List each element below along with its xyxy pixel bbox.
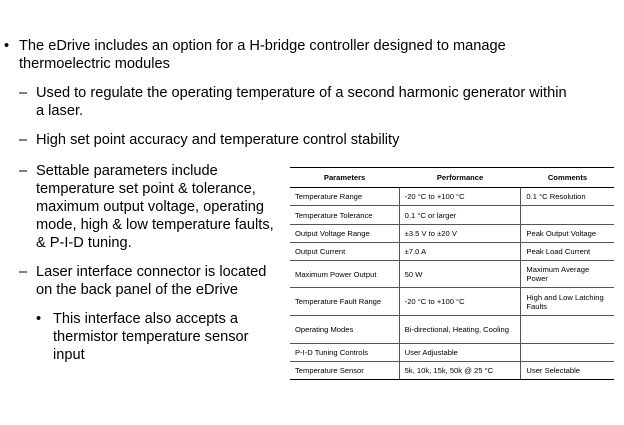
table-row	[290, 344, 614, 362]
cell-parameter: Output Current	[290, 243, 399, 261]
table-row	[290, 225, 614, 243]
cell-performance: -20 °C to +100 °C	[399, 188, 521, 206]
cell-comment: High and Low Latching Faults	[521, 288, 614, 316]
cell-parameter: Temperature Sensor	[290, 362, 399, 380]
cell-parameter: P-I-D Tuning Controls	[290, 344, 399, 362]
sub-bullet-4-dash: –	[19, 264, 28, 280]
header-parameters: Parameters	[290, 168, 399, 188]
sub-bullet-2-dash: –	[19, 132, 28, 148]
main-bullet: •	[4, 38, 10, 54]
specifications-table	[290, 167, 614, 380]
cell-comment: Maximum Average Power	[521, 261, 614, 288]
cell-comment	[521, 206, 614, 225]
cell-performance: User Adjustable	[399, 344, 521, 362]
table-row	[290, 261, 614, 288]
cell-parameter: Temperature Range	[290, 188, 399, 206]
table-row	[290, 362, 614, 380]
sub-bullet-3-line-5: & P-I-D tuning.	[36, 235, 132, 251]
header-performance: Performance	[399, 168, 521, 188]
nested-bullet-line-1: This interface also accepts a	[53, 311, 238, 327]
sub-bullet-1-line-1: Used to regulate the operating temperature of a second harmonic generator within	[36, 85, 567, 101]
main-text-line-2: thermoelectric modules	[19, 56, 170, 72]
header-comments: Comments	[521, 168, 614, 188]
nested-bullet-line-3: input	[53, 347, 85, 363]
cell-comment: 0.1 °C Resolution	[521, 188, 614, 206]
cell-performance: Bi-directional, Heating, Cooling	[399, 316, 521, 344]
cell-comment	[521, 316, 614, 344]
cell-comment	[521, 344, 614, 362]
sub-bullet-3-line-4: mode, high & low temperature faults,	[36, 217, 274, 233]
cell-performance: 50 W	[399, 261, 521, 288]
table-row	[290, 288, 614, 316]
sub-bullet-2-line-1: High set point accuracy and temperature control stability	[36, 132, 400, 148]
sub-bullet-3-line-1: Settable parameters include	[36, 163, 218, 179]
table-header-row	[290, 168, 614, 188]
cell-comment: Peak Load Current	[521, 243, 614, 261]
sub-bullet-3-line-2: temperature set point & tolerance,	[36, 181, 256, 197]
cell-performance: -20 °C to +100 °C	[399, 288, 521, 316]
sub-bullet-1-line-2: a laser.	[36, 103, 84, 119]
nested-bullet-line-2: thermistor temperature sensor	[53, 329, 249, 345]
nested-bullet: •	[36, 311, 42, 327]
sub-bullet-3-line-3: maximum output voltage, operating	[36, 199, 264, 215]
cell-performance: 0.1 °C or larger	[399, 206, 521, 225]
sub-bullet-4-line-2: on the back panel of the eDrive	[36, 282, 239, 298]
sub-bullet-4-line-1: Laser interface connector is located	[36, 264, 267, 280]
cell-parameter: Output Voltage Range	[290, 225, 399, 243]
sub-bullet-1-dash: –	[19, 85, 28, 101]
table-row	[290, 316, 614, 344]
cell-parameter: Operating Modes	[290, 316, 399, 344]
table-row	[290, 188, 614, 206]
sub-bullet-3-dash: –	[19, 163, 28, 179]
cell-parameter: Temperature Fault Range	[290, 288, 399, 316]
cell-parameter: Temperature Tolerance	[290, 206, 399, 225]
cell-performance: 5k, 10k, 15k, 50k @ 25 °C	[399, 362, 521, 380]
cell-performance: ±7.0 A	[399, 243, 521, 261]
cell-comment: Peak Output Voltage	[521, 225, 614, 243]
table-row	[290, 206, 614, 225]
table-row	[290, 243, 614, 261]
cell-comment: User Selectable	[521, 362, 614, 380]
cell-performance: ±3.5 V to ±20 V	[399, 225, 521, 243]
cell-parameter: Maximum Power Output	[290, 261, 399, 288]
main-text-line-1: The eDrive includes an option for a H-bridge controller designed to manage	[19, 38, 506, 54]
